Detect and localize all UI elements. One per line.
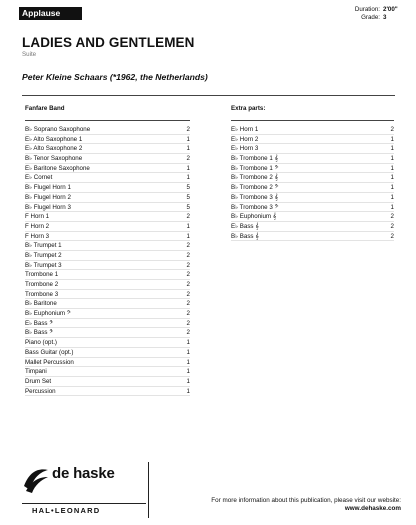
list-item	[25, 348, 190, 358]
brand-name: de haske	[52, 465, 115, 482]
part-count: 2	[186, 300, 190, 308]
part-name: B♭ Soprano Saxophone	[25, 126, 91, 133]
list-item	[25, 290, 190, 300]
part-count: 2	[390, 222, 394, 230]
part-count: 1	[390, 145, 394, 153]
extra-parts-heading: Extra parts:	[231, 105, 266, 112]
part-count: 2	[186, 281, 190, 288]
part-count: 2	[186, 271, 190, 279]
website-link[interactable]: www.dehaske.com	[344, 505, 401, 512]
part-count: 1	[186, 377, 190, 385]
list-item	[25, 154, 190, 164]
part-count: 1	[390, 203, 394, 211]
part-name: B♭ Bass 𝄢	[25, 329, 54, 337]
meta-block	[339, 6, 403, 22]
part-name: E♭ Alto Saxophone 1	[25, 135, 83, 143]
part-name: B♭ Baritone	[25, 300, 57, 308]
brand-rule	[22, 503, 146, 504]
list-item	[25, 280, 190, 290]
composer-line: Peter Kleine Schaars (*1962, the Netherlands)	[22, 72, 208, 82]
part-name: F Horn 2	[25, 222, 50, 230]
part-count: 2	[186, 213, 190, 221]
list-item	[25, 125, 190, 135]
list-item	[231, 164, 394, 174]
list-item	[25, 338, 190, 348]
part-name: B♭ Bass 𝄞	[231, 232, 259, 240]
part-name: E♭ Baritone Saxophone	[25, 164, 90, 172]
list-item	[25, 164, 190, 174]
part-name: Mallet Percussion	[25, 358, 74, 366]
list-item	[25, 309, 190, 319]
list-item	[25, 183, 190, 193]
list-item	[231, 232, 394, 242]
list-item	[25, 358, 190, 368]
part-name: B♭ Trumpet 1	[25, 242, 62, 250]
part-count: 1	[186, 358, 190, 366]
brand-vertical-rule	[148, 462, 149, 518]
part-name: Percussion	[25, 387, 56, 395]
publisher-logo	[22, 462, 146, 518]
part-name: B♭ Euphonium 𝄞	[231, 213, 277, 221]
part-name: F Horn 1	[25, 213, 50, 221]
list-item	[231, 125, 394, 135]
part-name: B♭ Trumpet 3	[25, 261, 62, 269]
footer-info	[211, 497, 401, 513]
part-name: Bass Guitar (opt.)	[25, 348, 74, 356]
part-count: 2	[186, 319, 190, 327]
part-count: 1	[186, 368, 190, 376]
part-count: 5	[186, 184, 190, 192]
list-item	[25, 261, 190, 271]
list-item	[25, 377, 190, 387]
part-name: E♭ Bass 𝄢	[25, 319, 54, 327]
duration-row	[339, 6, 403, 14]
series-badge: Applause Series	[19, 7, 82, 20]
fanfare-band-list	[25, 125, 190, 396]
part-count: 1	[390, 193, 394, 201]
part-name: B♭ Tenor Saxophone	[25, 155, 83, 163]
part-name: Trombone 1	[25, 271, 59, 279]
list-item	[25, 319, 190, 329]
list-item	[25, 222, 190, 232]
part-name: E♭ Horn 1	[231, 126, 259, 133]
part-count: 2	[186, 242, 190, 250]
list-item	[25, 328, 190, 338]
part-name: B♭ Flugel Horn 3	[25, 203, 71, 211]
part-count: 1	[186, 145, 190, 153]
list-item	[231, 203, 394, 213]
list-item	[231, 183, 394, 193]
list-item	[25, 270, 190, 280]
part-count: 5	[186, 193, 190, 201]
part-count: 2	[186, 290, 190, 298]
duration-label: Duration:	[354, 6, 380, 13]
part-count: 1	[390, 184, 394, 192]
part-count: 1	[390, 135, 394, 143]
part-name: B♭ Trombone 3 𝄢	[231, 203, 279, 211]
part-name: F Horn 3	[25, 232, 50, 240]
extra-parts-list	[231, 125, 394, 241]
part-count: 1	[390, 155, 394, 163]
part-name: B♭ Trumpet 2	[25, 251, 62, 259]
part-name: Timpani	[25, 368, 47, 376]
part-count: 1	[186, 348, 190, 356]
part-name: E♭ Alto Saxophone 2	[25, 145, 83, 153]
grade-value: 3	[383, 14, 387, 21]
part-name: Piano (opt.)	[25, 339, 57, 347]
part-name: E♭ Horn 2	[231, 135, 259, 143]
part-count: 2	[186, 310, 190, 318]
part-count: 2	[390, 126, 394, 133]
duration-value: 2'00"	[383, 6, 398, 13]
list-item	[25, 232, 190, 242]
list-item	[25, 251, 190, 261]
part-count: 1	[186, 135, 190, 143]
part-count: 2	[390, 213, 394, 221]
part-count: 2	[186, 155, 190, 163]
part-count: 2	[186, 126, 190, 133]
part-count: 1	[186, 174, 190, 182]
part-count: 2	[390, 232, 394, 240]
list-item	[231, 135, 394, 145]
part-count: 1	[186, 222, 190, 230]
list-item	[25, 173, 190, 183]
list-item	[25, 299, 190, 309]
part-name: Trombone 3	[25, 290, 59, 298]
list-item	[25, 241, 190, 251]
part-count: 1	[390, 174, 394, 182]
part-name: Drum Set	[25, 377, 52, 385]
part-count: 1	[186, 387, 190, 395]
column-rule-left	[25, 120, 190, 121]
list-item	[231, 173, 394, 183]
footer-info-text: For more information about this publication, please visit our website:	[211, 497, 401, 504]
column-rule-right	[231, 120, 394, 121]
part-count: 1	[186, 232, 190, 240]
list-item	[25, 144, 190, 154]
part-name: B♭ Flugel Horn 1	[25, 184, 71, 192]
divider	[22, 95, 395, 96]
de-haske-logo-icon	[22, 464, 50, 494]
part-name: E♭ Horn 3	[231, 145, 259, 153]
brand-subname: HAL•LEONARD	[32, 506, 101, 515]
list-item	[231, 154, 394, 164]
part-name: B♭ Euphonium 𝄢	[25, 310, 71, 318]
part-count: 1	[390, 164, 394, 172]
list-item	[25, 135, 190, 145]
list-item	[25, 387, 190, 397]
list-item	[231, 193, 394, 203]
grade-row	[339, 14, 403, 22]
part-name: B♭ Trombone 1 𝄞	[231, 155, 279, 163]
part-count: 2	[186, 329, 190, 337]
part-name: B♭ Trombone 2 𝄞	[231, 174, 279, 182]
fanfare-band-heading: Fanfare Band	[25, 105, 65, 112]
piece-title: LADIES AND GENTLEMEN	[22, 35, 195, 50]
part-name: B♭ Trombone 3 𝄞	[231, 193, 279, 201]
part-count: 1	[186, 339, 190, 347]
list-item	[231, 144, 394, 154]
list-item	[25, 203, 190, 213]
piece-subtitle: Suite	[22, 51, 37, 58]
part-count: 5	[186, 203, 190, 211]
part-name: B♭ Trombone 1 𝄢	[231, 164, 279, 172]
list-item	[231, 222, 394, 232]
list-item	[25, 367, 190, 377]
list-item	[231, 212, 394, 222]
list-item	[25, 212, 190, 222]
part-name: B♭ Flugel Horn 2	[25, 193, 71, 201]
part-name: Trombone 2	[25, 281, 59, 288]
part-name: E♭ Bass 𝄞	[231, 222, 259, 230]
list-item	[25, 193, 190, 203]
grade-label: Grade:	[361, 14, 380, 21]
part-count: 1	[186, 164, 190, 172]
part-count: 2	[186, 261, 190, 269]
part-count: 2	[186, 251, 190, 259]
part-name: B♭ Trombone 2 𝄢	[231, 184, 279, 192]
part-name: E♭ Cornet	[25, 174, 53, 182]
